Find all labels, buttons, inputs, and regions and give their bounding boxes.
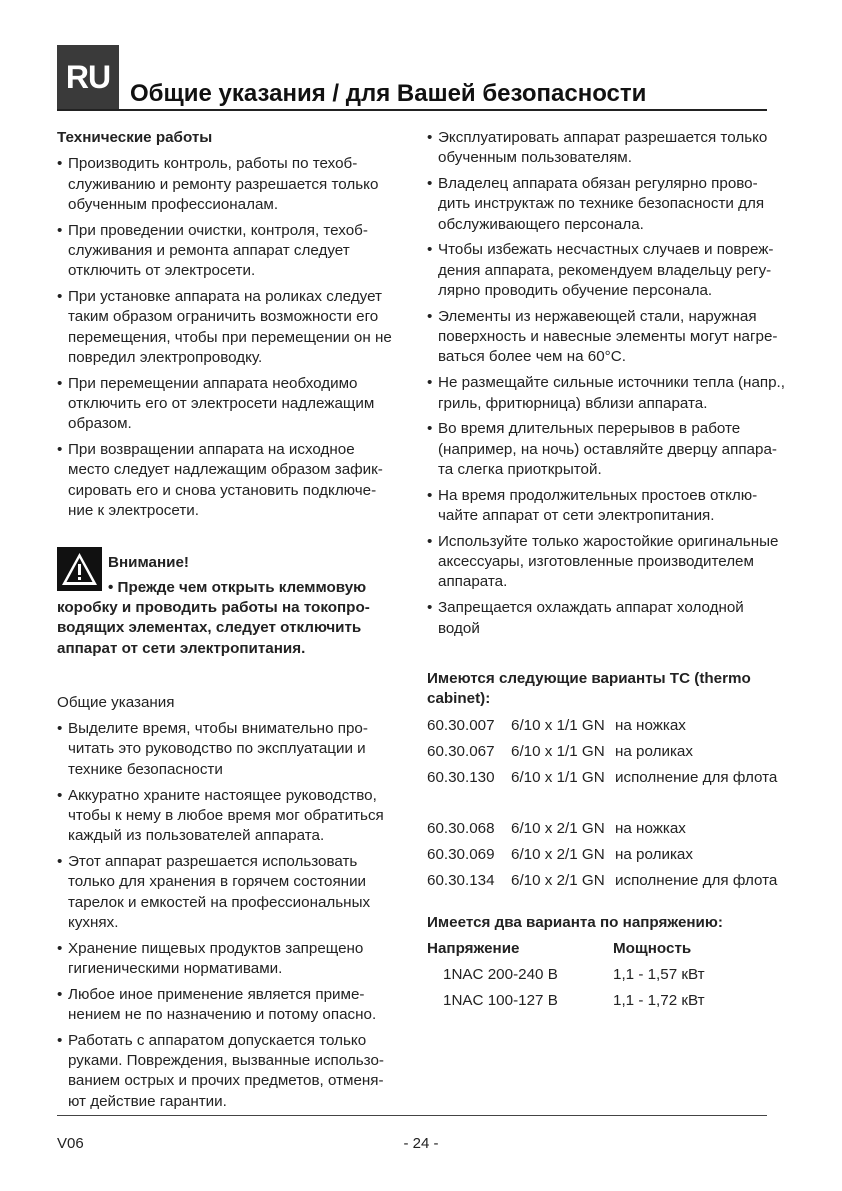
page-title: Общие указания / для Вашей безопасности — [130, 80, 647, 107]
table-row — [427, 713, 777, 739]
variants-heading: Имеются следующие варианты TC (thermo cabinet): — [427, 669, 751, 708]
variant-code: 60.30.134 — [427, 872, 495, 890]
table-row — [427, 816, 777, 842]
table-header-row — [427, 936, 705, 962]
list-item: • Производить контроль, работы по техоб-служиванию и ремонту разрешается только обученным профессионалам. — [57, 154, 397, 215]
voltage-value: 1NAC 100-127 В — [443, 991, 558, 1009]
voltage-column-header: Напряжение — [427, 939, 520, 957]
tech-list — [57, 154, 397, 521]
list-item: • Эксплуатировать аппарат разрешается только обученным пользователям. — [427, 128, 789, 169]
variant-gn: 6/10 x 2/1 GN — [511, 872, 605, 890]
table-row — [427, 765, 777, 791]
right-column — [427, 128, 789, 1014]
tech-heading: Технические работы — [57, 129, 213, 146]
variant-gn: 6/10 x 2/1 GN — [511, 820, 605, 838]
list-item: • При проведении очистки, контроля, техоб-служивания и ремонта аппарат следует отключить от электросети. — [57, 221, 397, 282]
variant-gn: 6/10 x 1/1 GN — [511, 743, 605, 761]
variant-code: 60.30.130 — [427, 769, 495, 787]
language-badge: RU — [57, 45, 119, 109]
variant-desc: на ножках — [615, 820, 686, 838]
list-item: • Чтобы избежать несчастных случаев и повреж-дения аппарата, рекомендуем владельцу регу-лярно проводить обучение персонала. — [427, 240, 789, 301]
list-item: • Во время длительных перерывов в работе (например, на ночь) оставляйте дверцу аппара-та слегка приоткрытой. — [427, 419, 789, 480]
variant-code: 60.30.068 — [427, 820, 495, 838]
version-label: V06 — [57, 1135, 84, 1152]
variant-gn: 6/10 x 2/1 GN — [511, 846, 605, 864]
list-item: • Выделите время, чтобы внимательно про-читать это руководство по эксплуатации и технике безопасности — [57, 719, 397, 780]
variants-table — [427, 713, 777, 894]
header-divider — [57, 109, 767, 111]
footer-divider — [57, 1115, 767, 1116]
list-item: • При возвращении аппарата на исходное место следует надлежащим образом зафик-сировать его и снова установить подключе-ние к электросети. — [57, 440, 397, 521]
variant-code: 60.30.069 — [427, 846, 495, 864]
list-item: • Используйте только жаростойкие оригинальные аксессуары, изготовленные производителем аппарата. — [427, 532, 789, 593]
power-column-header: Мощность — [613, 939, 692, 957]
power-value: 1,1 - 1,57 кВт — [613, 965, 705, 983]
list-item: • При установке аппарата на роликах следует таким образом ограничить возможности его перемещения, чтобы при перемещении он не повредил электропроводку. — [57, 287, 397, 368]
variant-desc: на ножках — [615, 717, 686, 735]
variant-desc: исполнение для флота — [615, 769, 778, 787]
table-row — [427, 962, 705, 988]
list-item: • Запрещается охлаждать аппарат холодной водой — [427, 598, 789, 639]
general-list — [57, 719, 397, 1112]
variant-desc: на роликах — [615, 743, 693, 761]
list-item: • Аккуратно храните настоящее руководство, чтобы к нему в любое время мог обратиться каждый из пользователей аппарата. — [57, 786, 397, 847]
table-row — [427, 842, 777, 868]
variant-desc: исполнение для флота — [615, 872, 778, 890]
warning-text: • Прежде чем открыть клеммовую коробку и проводить работы на токопро-водящих элементах, следует отключить аппарат от сети электропитания. — [57, 578, 370, 657]
warning-triangle-icon — [57, 547, 102, 591]
list-item: • Этот аппарат разрешается использовать только для хранения в горячем состоянии тарелок и емкостей на профессиональных кухнях. — [57, 852, 397, 933]
voltage-heading: Имеется два варианта по напряжению: — [427, 914, 723, 932]
table-row — [427, 868, 777, 894]
table-spacer — [427, 791, 777, 816]
table-row — [427, 739, 777, 765]
voltage-value: 1NAC 200-240 В — [443, 965, 558, 983]
list-item: • Владелец аппарата обязан регулярно прово-дить инструктаж по технике безопасности для обслуживающего персонала. — [427, 174, 789, 235]
safety-list — [427, 128, 789, 639]
power-value: 1,1 - 1,72 кВт — [613, 991, 705, 1009]
list-item: • Не размещайте сильные источники тепла (напр., гриль, фритюрница) вблизи аппарата. — [427, 373, 789, 414]
list-item: • Хранение пищевых продуктов запрещено гигиеническими нормативами. — [57, 939, 397, 980]
list-item: • Работать с аппаратом допускается только руками. Повреждения, вызванные использо-ванием острых и прочих предметов, отменя-ют действие гарантии. — [57, 1031, 397, 1112]
variant-code: 60.30.007 — [427, 717, 495, 735]
variant-code: 60.30.067 — [427, 743, 495, 761]
voltage-table — [427, 936, 705, 1014]
left-column — [57, 128, 397, 1117]
variant-gn: 6/10 x 1/1 GN — [511, 717, 605, 735]
page-number: - 24 - — [403, 1135, 439, 1152]
warning-title: Внимание! — [108, 554, 189, 572]
list-item: • Любое иное применение является приме-нением не по назначению и потому опасно. — [57, 985, 397, 1026]
list-item: • На время продолжительных простоев отклю-чайте аппарат от сети электропитания. — [427, 486, 789, 527]
variant-desc: на роликах — [615, 846, 693, 864]
list-item: • Элементы из нержавеющей стали, наружная поверхность и навесные элементы могут нагре-ваться более чем на 60°С. — [427, 307, 789, 368]
table-row — [427, 988, 705, 1014]
general-heading: Общие указания — [57, 693, 175, 711]
variant-gn: 6/10 x 1/1 GN — [511, 769, 605, 787]
warning-block — [57, 547, 397, 658]
list-item: • При перемещении аппарата необходимо отключить его от электросети надлежащим образом. — [57, 374, 397, 435]
